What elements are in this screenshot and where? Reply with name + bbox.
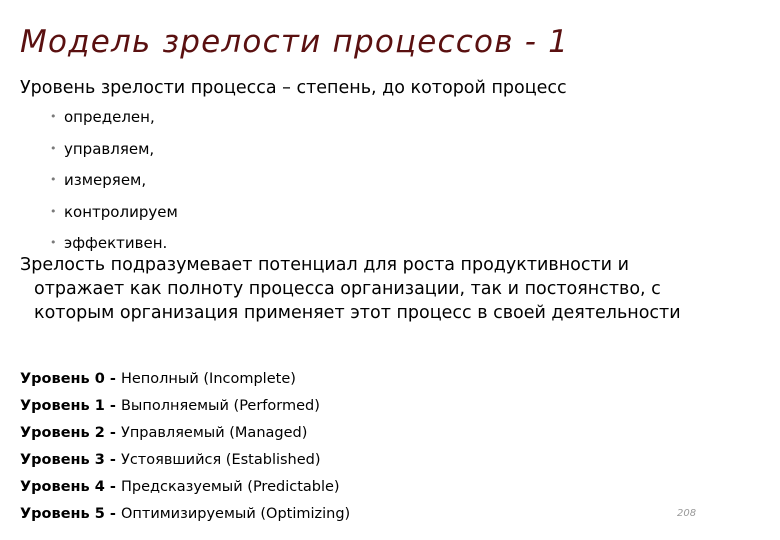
level-item [20, 502, 350, 529]
intro-text: Уровень зрелости процесса – степень, до которой процесс [20, 78, 567, 98]
bullet-item [48, 106, 178, 138]
bullet-item [48, 169, 178, 201]
bullet-text: измеряем, [64, 171, 147, 189]
bullet-icon: • [50, 141, 57, 155]
level-label: Уровень 0 - [20, 371, 121, 387]
level-label: Уровень 4 - [20, 479, 121, 495]
maturity-paragraph [20, 253, 760, 325]
level-label: Уровень 5 - [20, 506, 121, 522]
level-text: Управляемый (Managed) [120, 425, 308, 441]
level-text: Выполняемый (Performed) [120, 398, 320, 414]
bullet-item [48, 138, 178, 170]
slide-title: Модель зрелости процессов - 1 [20, 24, 570, 60]
bullet-list [48, 106, 178, 264]
bullet-text: управляем, [64, 139, 155, 158]
bullet-icon: • [50, 204, 57, 218]
bullet-text: определен, [64, 108, 155, 126]
level-label: Уровень 2 - [20, 425, 121, 441]
bullet-text: контролируем [64, 202, 178, 221]
level-text: Неполный (Incomplete) [120, 371, 296, 387]
level-text: Оптимизируемый (Optimizing) [120, 506, 351, 522]
level-item [20, 448, 350, 475]
paragraph-line: отражает как полноту процесса организации, так и постоянство, с [34, 279, 661, 299]
level-item [20, 475, 350, 502]
bullet-icon: • [50, 173, 57, 186]
bullet-icon: • [50, 110, 57, 123]
levels-list [20, 367, 350, 529]
level-item [20, 421, 350, 448]
level-text: Устоявшийся (Established) [120, 452, 321, 468]
level-item [20, 367, 350, 394]
level-label: Уровень 1 - [20, 398, 121, 414]
page-number: 208 [677, 508, 697, 519]
level-label: Уровень 3 - [20, 452, 121, 468]
level-item [20, 394, 350, 421]
bullet-text: эффективен. [64, 234, 168, 252]
bullet-icon: • [50, 236, 57, 249]
paragraph-line: которым организация применяет этот процесс в своей деятельности [34, 303, 681, 323]
level-text: Предсказуемый (Predictable) [120, 479, 340, 495]
bullet-item [48, 201, 178, 233]
paragraph-line: Зрелость подразумевает потенциал для роста продуктивности и [20, 255, 629, 275]
